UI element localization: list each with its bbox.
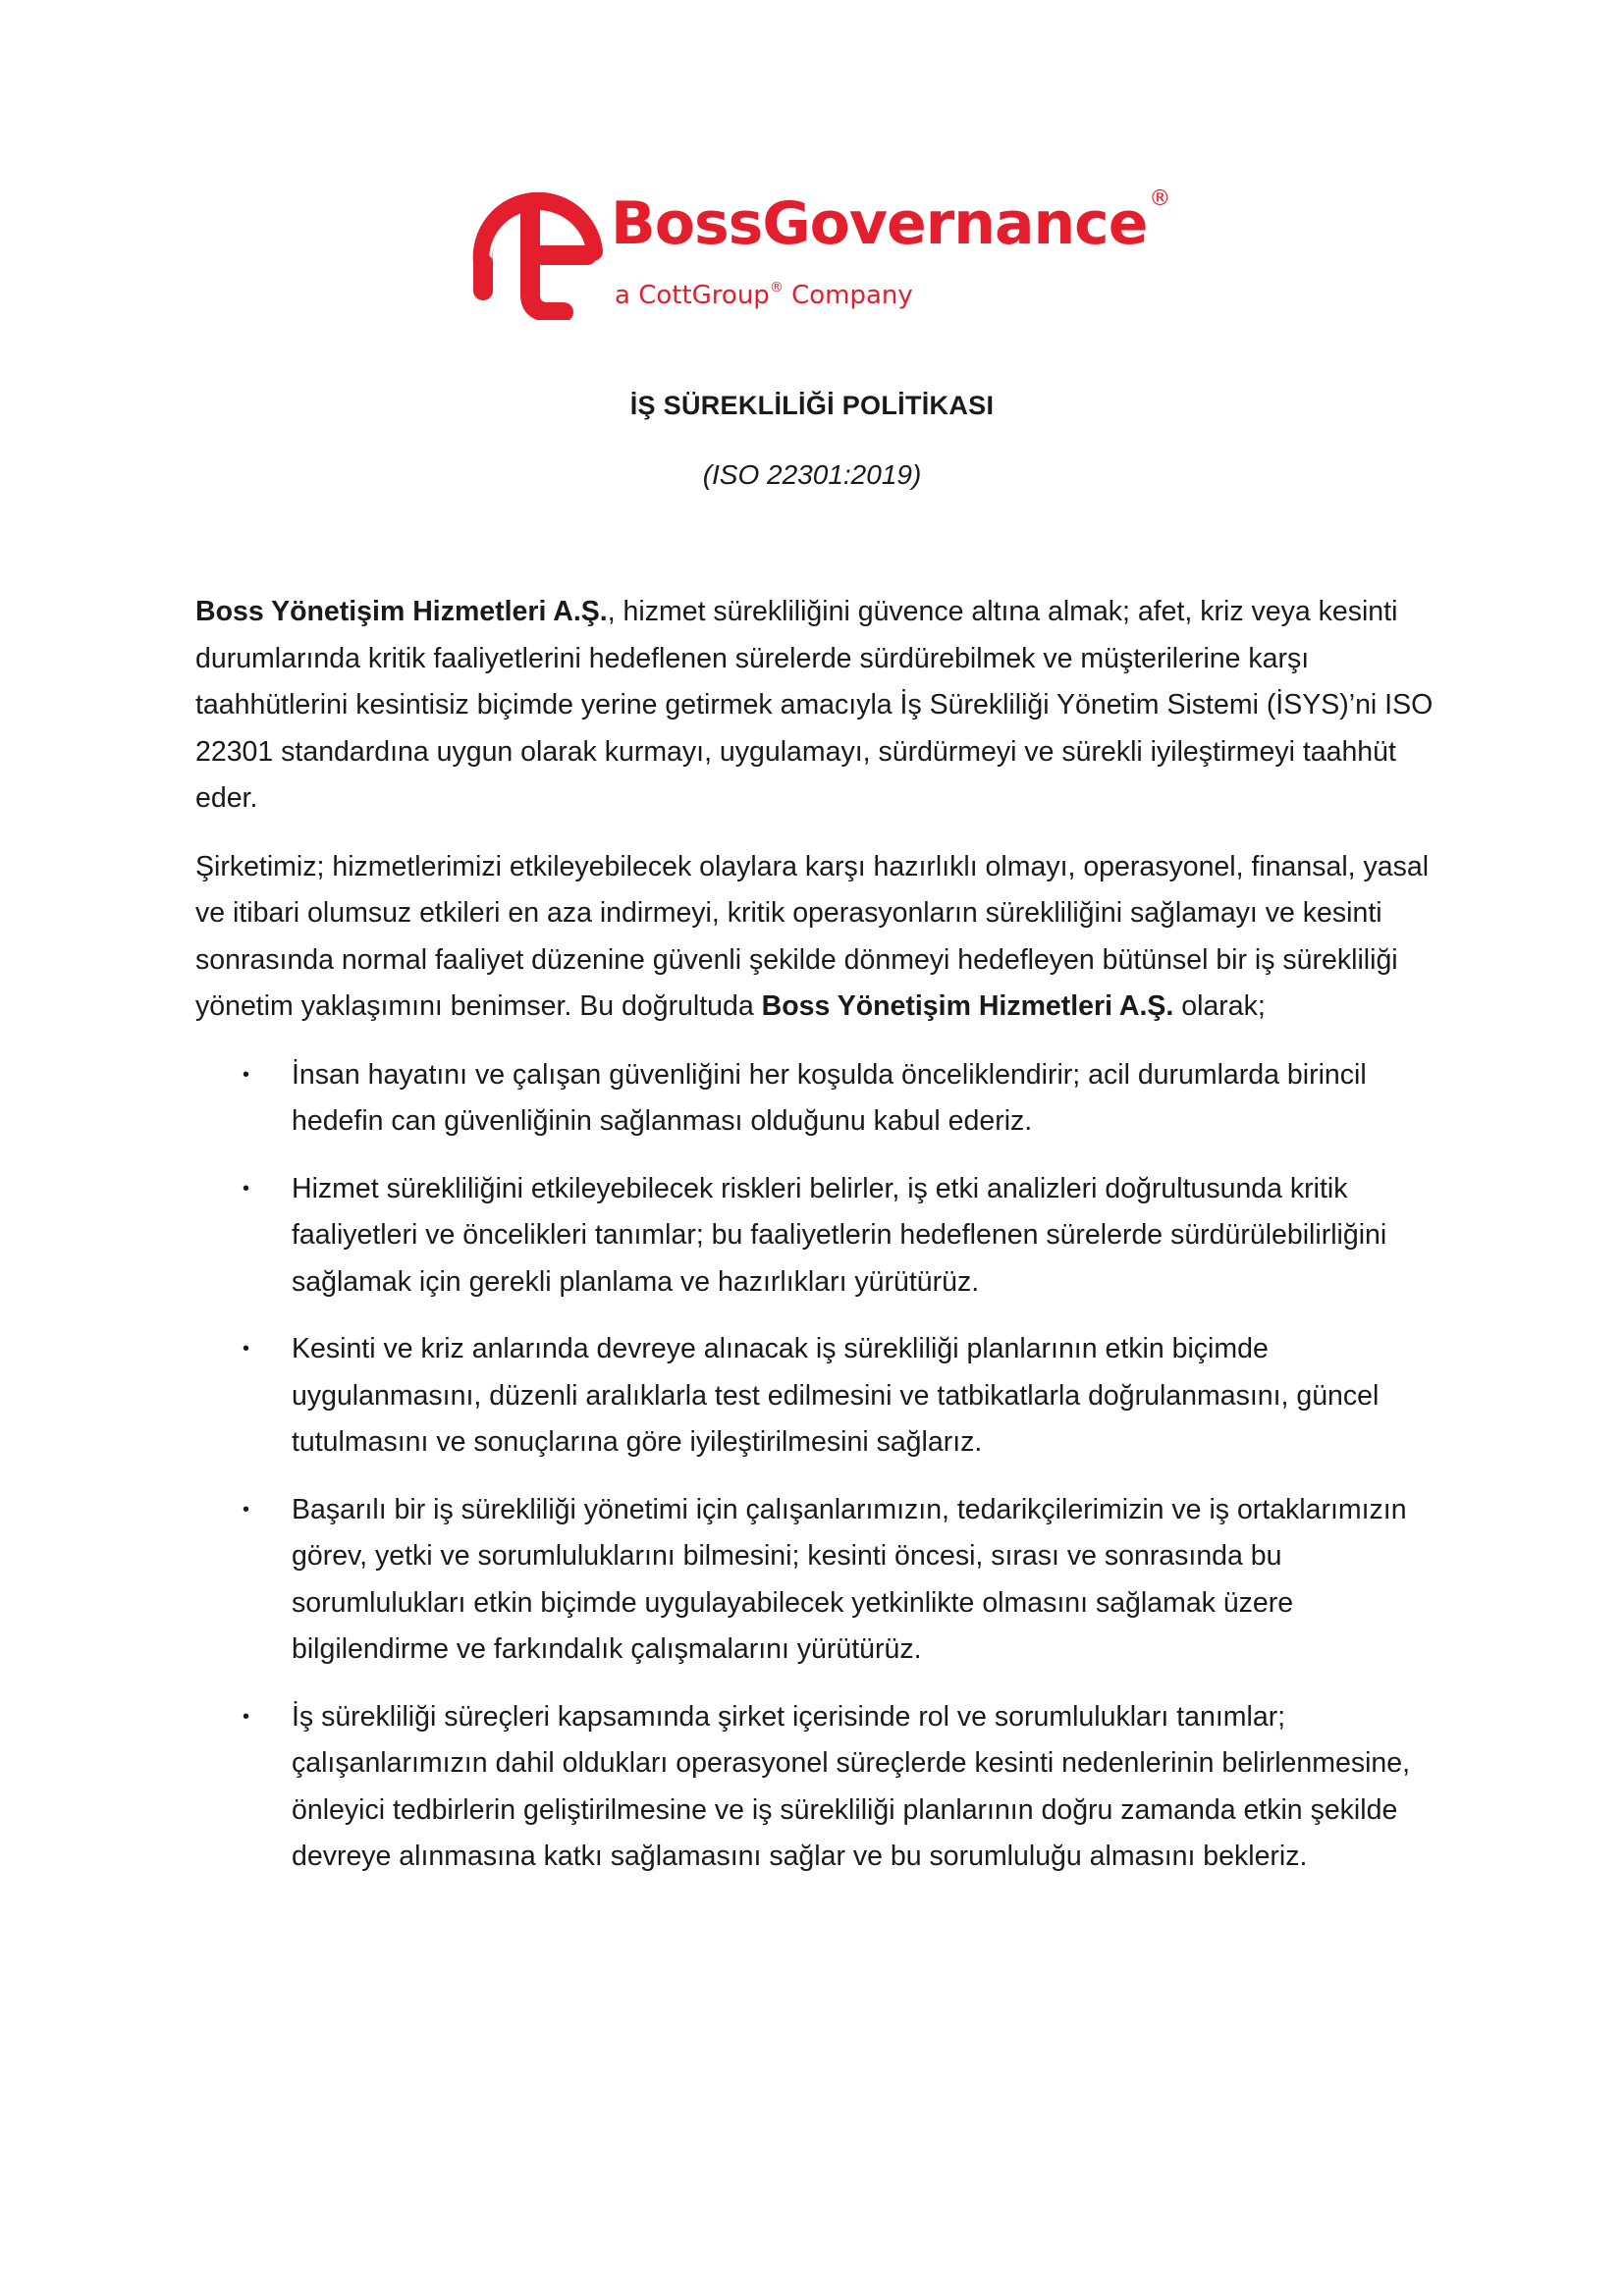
company-logo (461, 187, 1188, 324)
logo-tagline-mark: ® (769, 280, 784, 295)
list-item (195, 1694, 1442, 1881)
document-title: İŞ SÜREKLİLİĞİ POLİTİKASI (629, 391, 995, 420)
boss-governance-logo-icon (461, 192, 619, 320)
intro-paragraph-1-text: , hizmet sürekliliğini güvence altına almak; afet, kriz veya kesinti durumlarında kritik faaliyetlerini hedeflenen sürelerde sürdürebilmek ve müşterilerine karşı taahhütlerini kesintisiz biçimde yerine getirmek amacıyla İş Sürekliliği Yönetim Sistemi (İSYS)’ni ISO 22301 standardına uygun olarak kurmayı, uygulamayı, sürdürmeyi ve sürekli iyileştirmeyi taahhüt eder. (195, 596, 1434, 814)
document-subtitle: (ISO 22301:2019) (702, 459, 922, 490)
company-name-bold: Boss Yönetişim Hizmetleri A.Ş. (195, 596, 608, 627)
list-item (195, 1166, 1442, 1307)
intro-paragraph-2-end: olarak; (1173, 990, 1266, 1022)
intro-paragraph-2 (195, 844, 1442, 1031)
intro-paragraph-2-text: Şirketimiz; hizmetlerimizi etkileyebilecek olaylara karşı hazırlıklı olmayı, operasyonel, finansal, yasal ve itibari olumsuz etkileri en aza indirmeyi, kritik operasyonların sürekliliğini sağlamayı ve kesinti sonrasında normal faaliyet düzenine güvenli şekilde dönmeyi hedefleyen bütünsel bir iş sürekliliği yönetim yaklaşımını benimser. Bu doğrultuda (195, 850, 1430, 1022)
list-item-text: Başarılı bir iş sürekliliği yönetimi için çalışanlarımızın, tedarikçilerimizin ve iş ortaklarımızın görev, yetki ve sorumluluklarını bilmesini; kesinti öncesi, sırası ve sonrasında bu sorumlulukları etkin biçimde uygulayabilecek yetkinlikte olmasını sağlamak üzere bilgilendirme ve farkındalık çalışmalarını yürütürüz. (292, 1493, 1407, 1665)
logo-wordmark (611, 187, 1170, 258)
logo-registered-mark: ® (1149, 187, 1170, 211)
policy-body (195, 589, 1442, 1901)
logo-tagline-prefix: a CottGroup (615, 281, 770, 310)
list-item-text: Hizmet sürekliliğini etkileyebilecek riskleri belirler, iş etki analizleri doğrultusunda kritik faaliyetleri ve öncelikleri tanımlar; bu faaliyetlerin hedeflenen sürelerde sürdürülebilirliğini sağlamak için gerekli planlama ve hazırlıkları yürütürüz. (292, 1172, 1387, 1298)
commitment-list (195, 1052, 1442, 1881)
list-item (195, 1487, 1442, 1674)
bullet-icon: • (243, 1063, 250, 1086)
intro-paragraph-1 (195, 589, 1442, 823)
list-item-text: İnsan hayatını ve çalışan güvenliğini her koşulda önceliklendirir; acil durumlarda birincil hedefin can güvenliğinin sağlanması olduğunu kabul ederiz. (292, 1058, 1367, 1137)
bullet-icon: • (243, 1498, 250, 1521)
bullet-icon: • (243, 1705, 250, 1728)
logo-tagline (615, 280, 913, 310)
list-item (195, 1326, 1442, 1467)
logo-brand-text: BossGovernance (611, 189, 1148, 258)
bullet-icon: • (243, 1338, 250, 1360)
list-item (195, 1052, 1442, 1146)
list-item-text: İş sürekliliği süreçleri kapsamında şirket içerisinde rol ve sorumlulukları tanımlar; çalışanlarımızın dahil oldukları operasyonel süreçlerde kesinti nedenlerinin belirlenmesine, önleyici tedbirlerin geliştirilmesine ve iş sürekliliği planlarının doğru zamanda etkin şekilde devreye alınmasına katkı sağlamasını sağlar ve bu sorumluluğu almasını bekleriz. (292, 1700, 1411, 1872)
list-item-text: Kesinti ve kriz anlarında devreye alınacak iş sürekliliği planlarının etkin biçimde uygulanmasını, düzenli aralıklarla test edilmesini ve tatbikatlarla doğrulanmasını, güncel tutulmasını ve sonuçlarına göre iyileştirilmesini sağlarız. (292, 1333, 1380, 1458)
bullet-icon: • (243, 1177, 250, 1200)
logo-tagline-suffix: Company (783, 281, 913, 310)
company-name-bold-2: Boss Yönetişim Hizmetleri A.Ş. (761, 990, 1174, 1022)
